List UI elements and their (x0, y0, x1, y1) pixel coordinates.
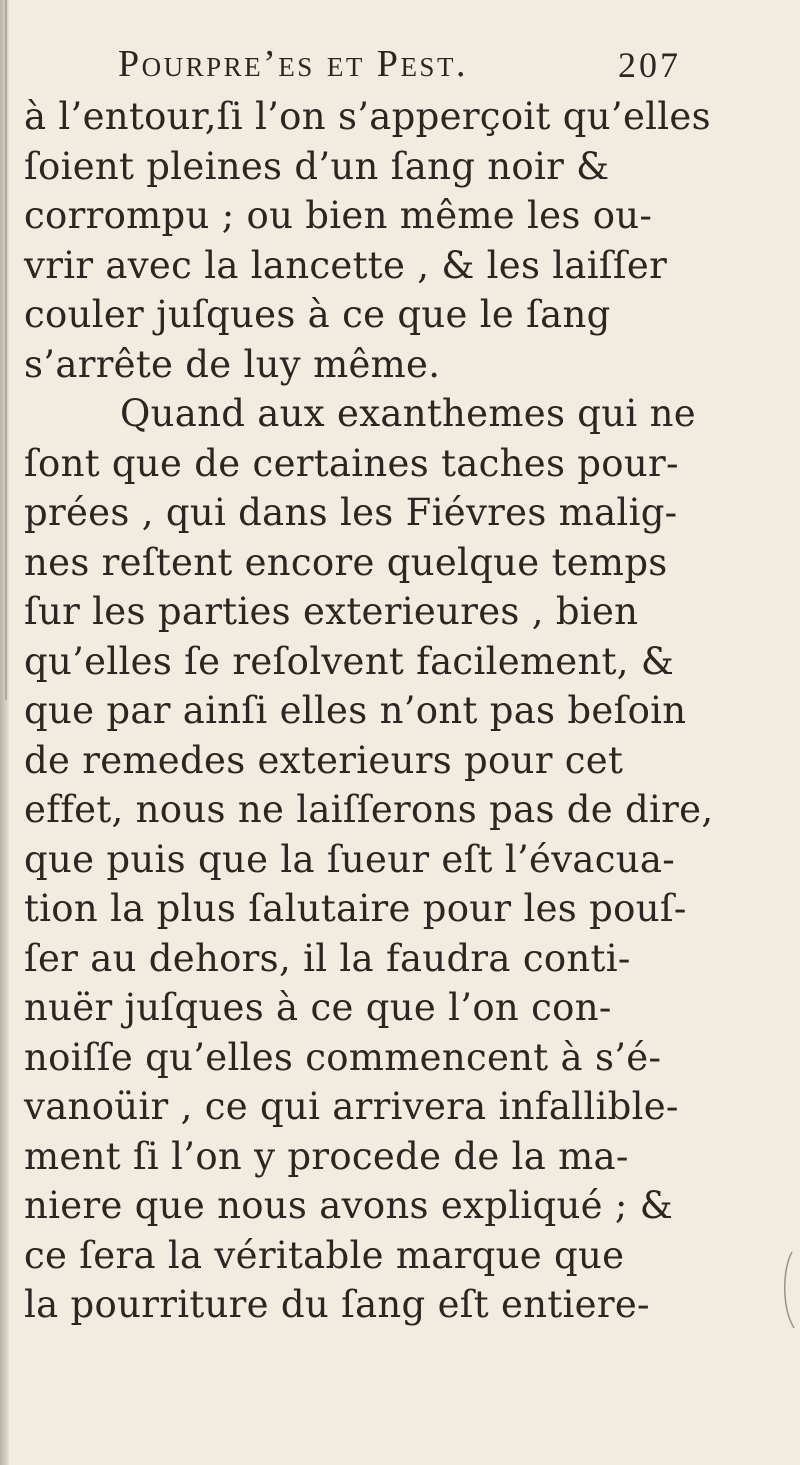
gutter-line (5, 0, 7, 700)
text-line: niere que nous avons expliqué ; & (24, 1184, 673, 1227)
text-line: ſoient pleines d’un ſang noir & (24, 144, 610, 188)
text-line: prées , qui dans les Fiévres malig- (24, 491, 678, 534)
running-title: Pourpre’es et Pest. (118, 43, 468, 85)
text-line: nes reſtent encore quelque temps (24, 540, 668, 584)
text-line: la pourriture du ſang eſt entiere- (24, 1283, 650, 1326)
text-line: de remedes exterieurs pour cet (24, 738, 624, 782)
text-line: noiſſe qu’elles commencent à s’é- (24, 1035, 662, 1079)
page-number: 207 (618, 45, 681, 85)
text-line: à l’entour,ſi l’on s’apperçoit qu’elles (24, 95, 711, 138)
margin-bracket-mark (774, 1250, 796, 1330)
text-line: nuër juſques à ce que l’on con- (24, 986, 612, 1029)
text-line: ment ſi l’on y procede de la ma- (24, 1134, 629, 1178)
text-line: que par ainſi elles n’ont pas beſoin (24, 689, 687, 732)
text-line: ſur les parties exterieures , bien (24, 590, 639, 633)
text-line: ce ſera la véritable marque que (24, 1233, 625, 1277)
text-line: vanoüir , ce qui arrivera infallible- (24, 1085, 679, 1128)
page-header (0, 42, 800, 92)
text-line: effet, nous ne laiſſerons pas de dire, (24, 788, 714, 831)
paragraph-start-line: Quand aux exanthemes qui ne (120, 392, 696, 435)
body-text (24, 92, 794, 1330)
text-line: ſont que de certaines taches pour- (24, 441, 679, 485)
text-line: qu’elles ſe reſolvent facilement, & (24, 639, 675, 683)
text-line: couler juſques à ce que le ſang (24, 293, 611, 336)
text-line: ſer au dehors, il la faudra conti- (24, 936, 631, 980)
text-line: vrir avec la lancette , & les laiſſer (24, 243, 668, 287)
text-line: tion la plus ſalutaire pour les pouſ- (24, 887, 687, 930)
text-line: que puis que la ſueur eſt l’évacua- (24, 837, 676, 881)
text-line: corrompu ; ou bien même les ou- (24, 194, 653, 237)
text-line: s’arrête de luy même. (24, 342, 441, 386)
